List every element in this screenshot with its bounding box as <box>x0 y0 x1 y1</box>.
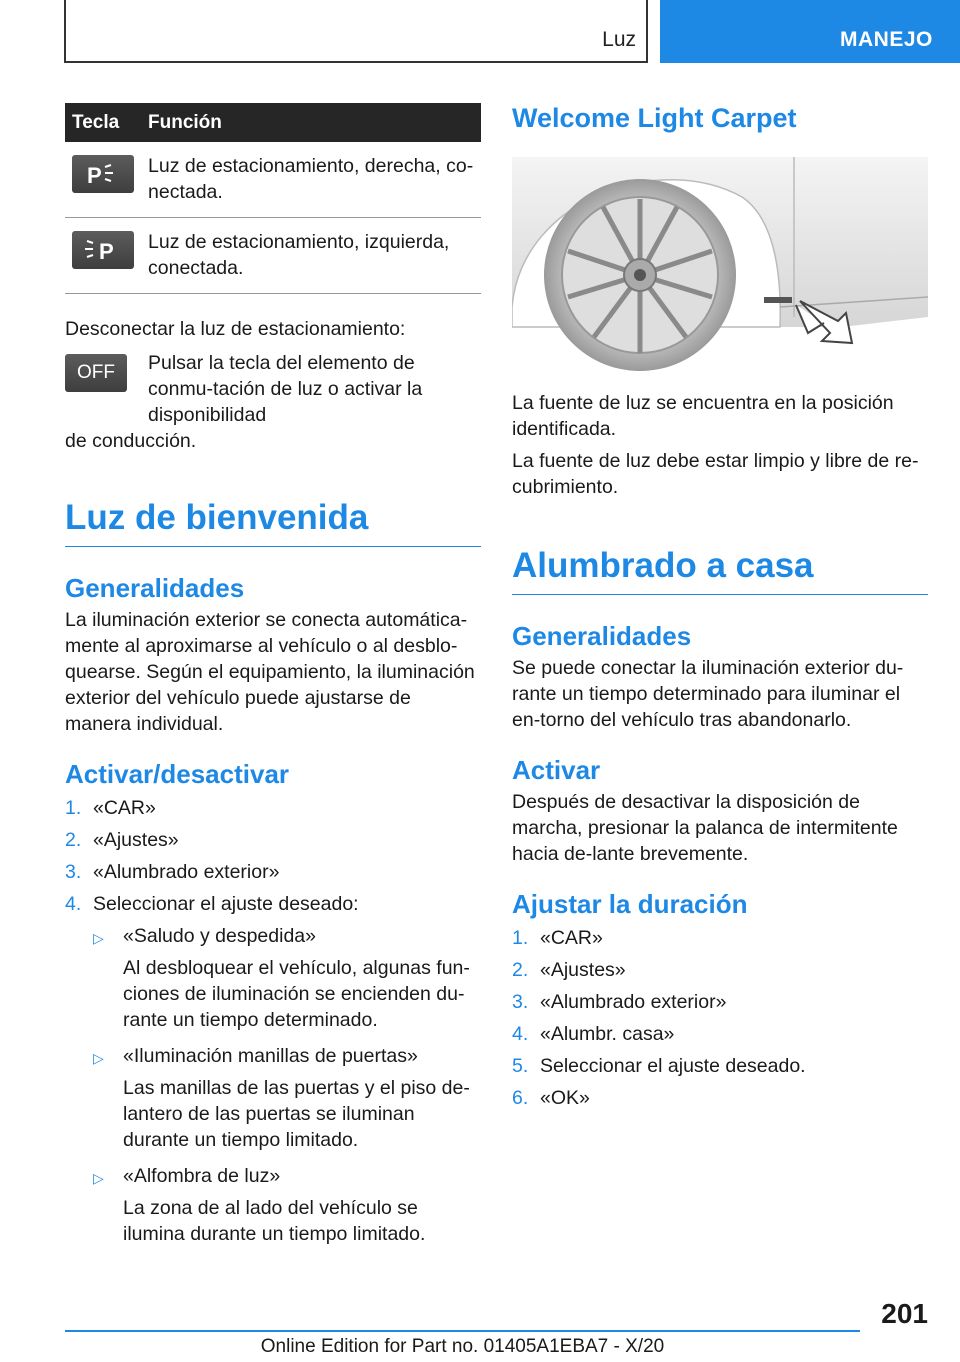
option-desc: Las manillas de las puertas y el piso de-lantero de las puertas se iluminan durante un tiempo limitado. <box>123 1077 470 1151</box>
subheading: Activar/desactivar <box>65 759 290 789</box>
step-text: «Ajustes» <box>540 959 626 981</box>
step-text: «CAR» <box>93 797 156 819</box>
step-number: 1. <box>65 797 82 819</box>
option-item <box>93 1163 481 1247</box>
step-text: «OK» <box>540 1087 590 1109</box>
subheading: Generalidades <box>512 621 692 651</box>
option-name: «Saludo y despedida» <box>123 925 316 947</box>
right-column <box>512 103 928 1117</box>
step-text: Seleccionar el ajuste deseado: <box>93 893 359 915</box>
list-item <box>65 891 481 917</box>
disconnect-text-cont: de conducción. <box>65 430 197 452</box>
step-number: 4. <box>65 893 82 915</box>
list-item <box>512 1053 928 1079</box>
triangle-bullet-icon: ▷ <box>93 1170 104 1186</box>
col-key-header: Tecla <box>72 111 120 133</box>
list-item <box>65 795 481 821</box>
step-number: 3. <box>65 861 82 883</box>
table-header <box>65 103 481 142</box>
paragraph: La iluminación exterior se conecta automática-mente al aproximarse al vehículo o al desblo-quearse. Según el equipamiento, la iluminación exterior del vehículo puede ajustarse de manera individual. <box>65 609 475 735</box>
paragraph: La fuente de luz se encuentra en la posición identificada. <box>512 392 894 440</box>
list-item <box>65 827 481 853</box>
option-item <box>93 1043 481 1153</box>
chapter-label: MANEJO <box>840 28 933 51</box>
option-desc: La zona de al lado del vehículo se ilumina durante un tiempo limitado. <box>123 1197 426 1245</box>
list-item <box>512 989 928 1015</box>
table-cell-function: Luz de estacionamiento, derecha, co-nectada. <box>148 155 474 203</box>
subheading: Welcome Light Carpet <box>512 103 797 133</box>
parking-light-right-icon <box>72 155 134 193</box>
car-wheel-image <box>512 157 928 372</box>
list-item <box>65 859 481 885</box>
list-item <box>512 1021 928 1047</box>
subheading: Ajustar la duración <box>512 889 748 919</box>
footer-divider <box>65 1330 860 1332</box>
subheading: Generalidades <box>65 573 245 603</box>
option-name: «Alfombra de luz» <box>123 1165 281 1187</box>
step-number: 3. <box>512 991 529 1013</box>
svg-text:P: P <box>99 239 114 263</box>
subheading: Activar <box>512 755 601 785</box>
parking-light-left-icon <box>72 231 134 269</box>
section-title: Luz <box>602 28 636 51</box>
option-desc: Al desbloquear el vehículo, algunas fun-ciones de iluminación se encienden du-rante un tiempo determinado. <box>123 957 470 1031</box>
step-text: Seleccionar el ajuste deseado. <box>540 1055 806 1077</box>
step-number: 2. <box>512 959 529 981</box>
table-row <box>65 218 481 294</box>
col-function-header: Función <box>148 111 222 133</box>
list-item <box>512 1085 928 1111</box>
section-heading: Alumbrado a casa <box>512 546 928 595</box>
disconnect-text: Pulsar la tecla del elemento de conmu-tación de luz o activar la disponibilidad <box>148 352 423 426</box>
step-number: 4. <box>512 1023 529 1045</box>
step-text: «Ajustes» <box>93 829 179 851</box>
table-cell-function: Luz de estacionamiento, izquierda, conectada. <box>148 231 450 279</box>
section-heading: Luz de bienvenida <box>65 498 481 547</box>
steps-list <box>65 795 481 917</box>
left-column <box>65 103 481 1247</box>
disconnect-intro: Desconectar la luz de estacionamiento: <box>65 318 406 340</box>
page-number: 201 <box>881 1298 928 1329</box>
option-name: «Iluminación manillas de puertas» <box>123 1045 418 1067</box>
step-text: «Alumbr. casa» <box>540 1023 675 1045</box>
list-item <box>512 925 928 951</box>
step-number: 5. <box>512 1055 529 1077</box>
step-text: «Alumbrado exterior» <box>540 991 727 1013</box>
footer-text: Online Edition for Part no. 01405A1EBA7 - X/20 <box>260 1336 665 1357</box>
step-text: «CAR» <box>540 927 603 949</box>
step-number: 6. <box>512 1087 529 1109</box>
step-number: 2. <box>65 829 82 851</box>
step-text: «Alumbrado exterior» <box>93 861 280 883</box>
option-item <box>93 923 481 1033</box>
triangle-bullet-icon: ▷ <box>93 930 104 946</box>
paragraph: La fuente de luz debe estar limpio y libre de re-cubrimiento. <box>512 450 919 498</box>
steps-list <box>512 925 928 1111</box>
chapter-tab[interactable] <box>660 0 960 63</box>
triangle-bullet-icon: ▷ <box>93 1050 104 1066</box>
list-item <box>512 957 928 983</box>
off-label: OFF <box>77 362 115 383</box>
step-number: 1. <box>512 927 529 949</box>
table-row <box>65 142 481 218</box>
off-key-icon <box>65 354 127 392</box>
paragraph: Se puede conectar la iluminación exterior du-rante un tiempo determinado para iluminar el en-torno del vehículo tras abandonarlo. <box>512 657 904 731</box>
paragraph: Después de desactivar la disposición de marcha, presionar la palanca de intermitente hacia de-lante brevemente. <box>512 791 898 865</box>
svg-text:P: P <box>87 163 102 187</box>
